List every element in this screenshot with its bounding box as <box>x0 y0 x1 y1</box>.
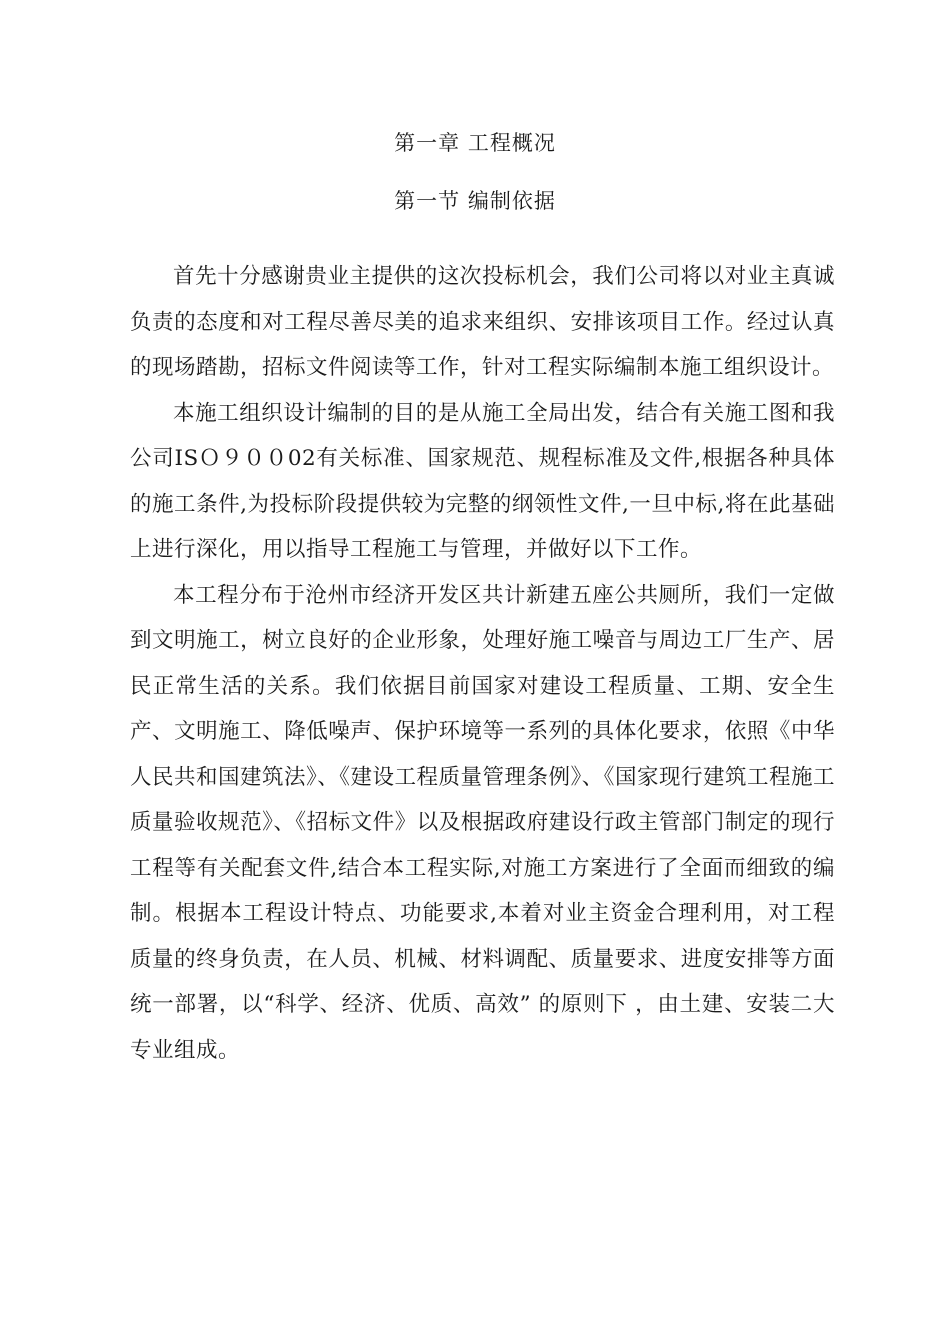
paragraph-purpose: 本施工组织设计编制的目的是从施工全局出发，结合有关施工图和我公司ISＯ９００02有关标准、国家规范、规程标准及文件,根据各种具体的施工条件,为投标阶段提供较为完整的纲领性文件,一旦中标,将在此基础上进行深化，用以指导工程施工与管理，并做好以下工作。 <box>130 400 835 562</box>
body-text <box>130 254 835 1073</box>
section-title: 第一节 编制依据 <box>394 189 556 213</box>
chapter-title: 第一章 工程概况 <box>394 131 556 155</box>
paragraph-scope: 本工程分布于沧州市经济开发区共计新建五座公共厕所，我们一定做到文明施工，树立良好的企业形象，处理好施工噪音与周边工厂生产、居民正常生活的关系。我们依据目前国家对建设工程质量、工期、安全生产、文明施工、降低噪声、保护环境等一系列的具体化要求，依照《中华人民共和国建筑法》、《建设工程质量管理条例》、《国家现行建筑工程施工质量验收规范》、《招标文件》以及根据政府建设行政主管部门制定的现行工程等有关配套文件,结合本工程实际,对施工方案进行了全面而细致的编制。根据本工程设计特点、功能要求,本着对业主资金合理利用，对工程质量的终身负责，在人员、机械、材料调配、质量要求、进度安排等方面统一部署，以“科学、经济、优质、高效” 的原则下 ，由土建、安装二大专业组成。 <box>130 582 836 1063</box>
paragraph-intro: 首先十分感谢贵业主提供的这次投标机会，我们公司将以对业主真诚负责的态度和对工程尽善尽美的追求来组织、安排该项目工作。经过认真的现场踏勘，招标文件阅读等工作，针对工程实际编制本施工组织设计。 <box>130 264 835 380</box>
